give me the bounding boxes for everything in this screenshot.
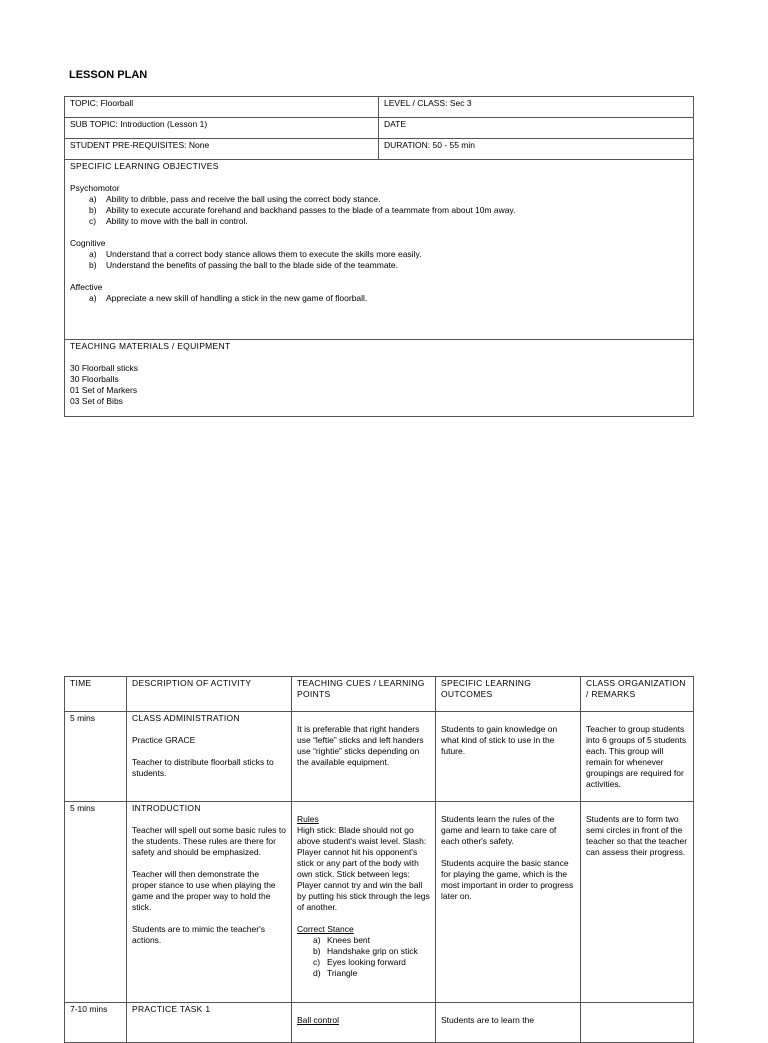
- description-cell: [127, 712, 292, 802]
- cognitive-label: Cognitive: [70, 238, 106, 248]
- cognitive-list: [70, 249, 688, 271]
- table-row: [65, 802, 694, 1003]
- time-cell: 5 mins: [65, 712, 127, 802]
- topic-cell: TOPIC: Floorball: [65, 97, 379, 118]
- activity-title: INTRODUCTION: [132, 803, 201, 813]
- objectives-heading: SPECIFIC LEARNING OBJECTIVES: [70, 161, 219, 171]
- outcome-text: Students learn the rules of the game and learn to take care of each other's safety.: [441, 814, 557, 846]
- activity-text: Students are to mimic the teacher's actions.: [132, 924, 265, 945]
- affective-label: Affective: [70, 282, 103, 292]
- ball-control-heading: Ball control: [297, 1015, 340, 1025]
- outcome-text: Students are to learn the: [441, 1015, 535, 1025]
- subtopic-cell: SUB TOPIC: Introduction (Lesson 1): [65, 118, 379, 139]
- affective-list: [70, 293, 688, 304]
- cues-cell: [292, 1003, 436, 1043]
- duration-cell: DURATION: 50 - 55 min: [379, 139, 694, 160]
- rules-heading: Rules: [297, 814, 319, 824]
- time-cell: 5 mins: [65, 802, 127, 1003]
- list-item: b) Understand the benefits of passing the ball to the blade side of the teammate.: [89, 260, 399, 270]
- materials-item: 30 Floorball sticks: [70, 363, 139, 373]
- page-title: LESSON PLAN: [69, 69, 148, 81]
- outcomes-cell: [436, 712, 581, 802]
- organization-text: Teacher to group students into 6 groups of 5 students each. This group will remain for whenever groupings are required for activities.: [586, 724, 687, 789]
- header-class-organization: CLASS ORGANIZATION / REMARKS: [581, 677, 694, 712]
- description-cell: [127, 1003, 292, 1043]
- list-item: c) Eyes looking forward: [313, 957, 406, 967]
- prereq-cell: STUDENT PRE-REQUISITES: None: [65, 139, 379, 160]
- materials-item: 03 Set of Bibs: [70, 396, 123, 406]
- objectives-cell: [65, 160, 694, 340]
- materials-item: 01 Set of Markers: [70, 385, 138, 395]
- materials-cell: [65, 340, 694, 417]
- outcome-text: Students to gain knowledge on what kind of stick to use in the future.: [441, 724, 558, 756]
- list-item: a) Understand that a correct body stance allows them to execute the skills more easily.: [89, 249, 422, 259]
- list-item: d) Triangle: [313, 968, 358, 978]
- activity-title: CLASS ADMINISTRATION: [132, 713, 240, 723]
- materials-heading: TEACHING MATERIALS / EQUIPMENT: [70, 341, 231, 351]
- activity-title: PRACTICE TASK 1: [132, 1004, 211, 1014]
- date-cell: DATE: [379, 118, 694, 139]
- stance-heading: Correct Stance: [297, 924, 354, 934]
- cues-cell: [292, 802, 436, 1003]
- list-item: a) Appreciate a new skill of handling a stick in the new game of floorball.: [89, 293, 368, 303]
- cues-text: It is preferable that right handers use “leftie” sticks and left handers use “rightie” sticks depending on the available equipment.: [297, 724, 424, 767]
- activity-text: Practice GRACE: [132, 735, 196, 745]
- outcomes-cell: [436, 1003, 581, 1043]
- time-cell: 7-10 mins: [65, 1003, 127, 1043]
- lesson-info-table: [64, 96, 694, 417]
- table-row: [65, 1003, 694, 1043]
- organization-text: Students are to form two semi circles in front of the teacher so that the teacher can assess their progress.: [586, 814, 688, 857]
- header-time: TIME: [65, 677, 127, 712]
- description-cell: [127, 802, 292, 1003]
- activity-text: Teacher will spell out some basic rules to the students. These rules are there for safety and should be emphasized.: [132, 825, 287, 857]
- activities-table: [64, 676, 694, 1043]
- psychomotor-label: Psychomotor: [70, 183, 120, 193]
- list-item: b) Handshake grip on stick: [313, 946, 418, 956]
- outcome-text: Students acquire the basic stance for playing the game, which is the most important in order to progress later on.: [441, 858, 574, 901]
- cues-cell: [292, 712, 436, 802]
- header-teaching-cues: TEACHING CUES / LEARNING POINTS: [292, 677, 436, 712]
- activity-text: Teacher will then demonstrate the proper stance to use when playing the game and the proper way to hold the stick.: [132, 869, 276, 912]
- header-learning-outcomes: SPECIFIC LEARNING OUTCOMES: [436, 677, 581, 712]
- list-item: a) Knees bent: [313, 935, 371, 945]
- organization-cell: [581, 712, 694, 802]
- list-item: c) Ability to move with the ball in control.: [89, 216, 248, 226]
- level-cell: LEVEL / CLASS: Sec 3: [379, 97, 694, 118]
- table-row: [65, 712, 694, 802]
- rules-text: High stick: Blade should not go above student's waist level. Slash: Player cannot hit his opponent's stick or any part of the body with own stick. Stick between legs: Player cannot try and win the ball by putting his stick through the legs of another.: [297, 825, 430, 912]
- header-description: DESCRIPTION OF ACTIVITY: [127, 677, 292, 712]
- materials-item: 30 Floorballs: [70, 374, 119, 384]
- list-item: a) Ability to dribble, pass and receive the ball using the correct body stance.: [89, 194, 381, 204]
- stance-list: [297, 935, 430, 979]
- psychomotor-list: [70, 194, 688, 227]
- outcomes-cell: [436, 802, 581, 1003]
- list-item: b) Ability to execute accurate forehand and backhand passes to the blade of a teammate from about 10m away.: [89, 205, 516, 215]
- organization-cell: [581, 802, 694, 1003]
- activity-text: Teacher to distribute floorball sticks to students.: [132, 757, 274, 778]
- organization-cell: [581, 1003, 694, 1043]
